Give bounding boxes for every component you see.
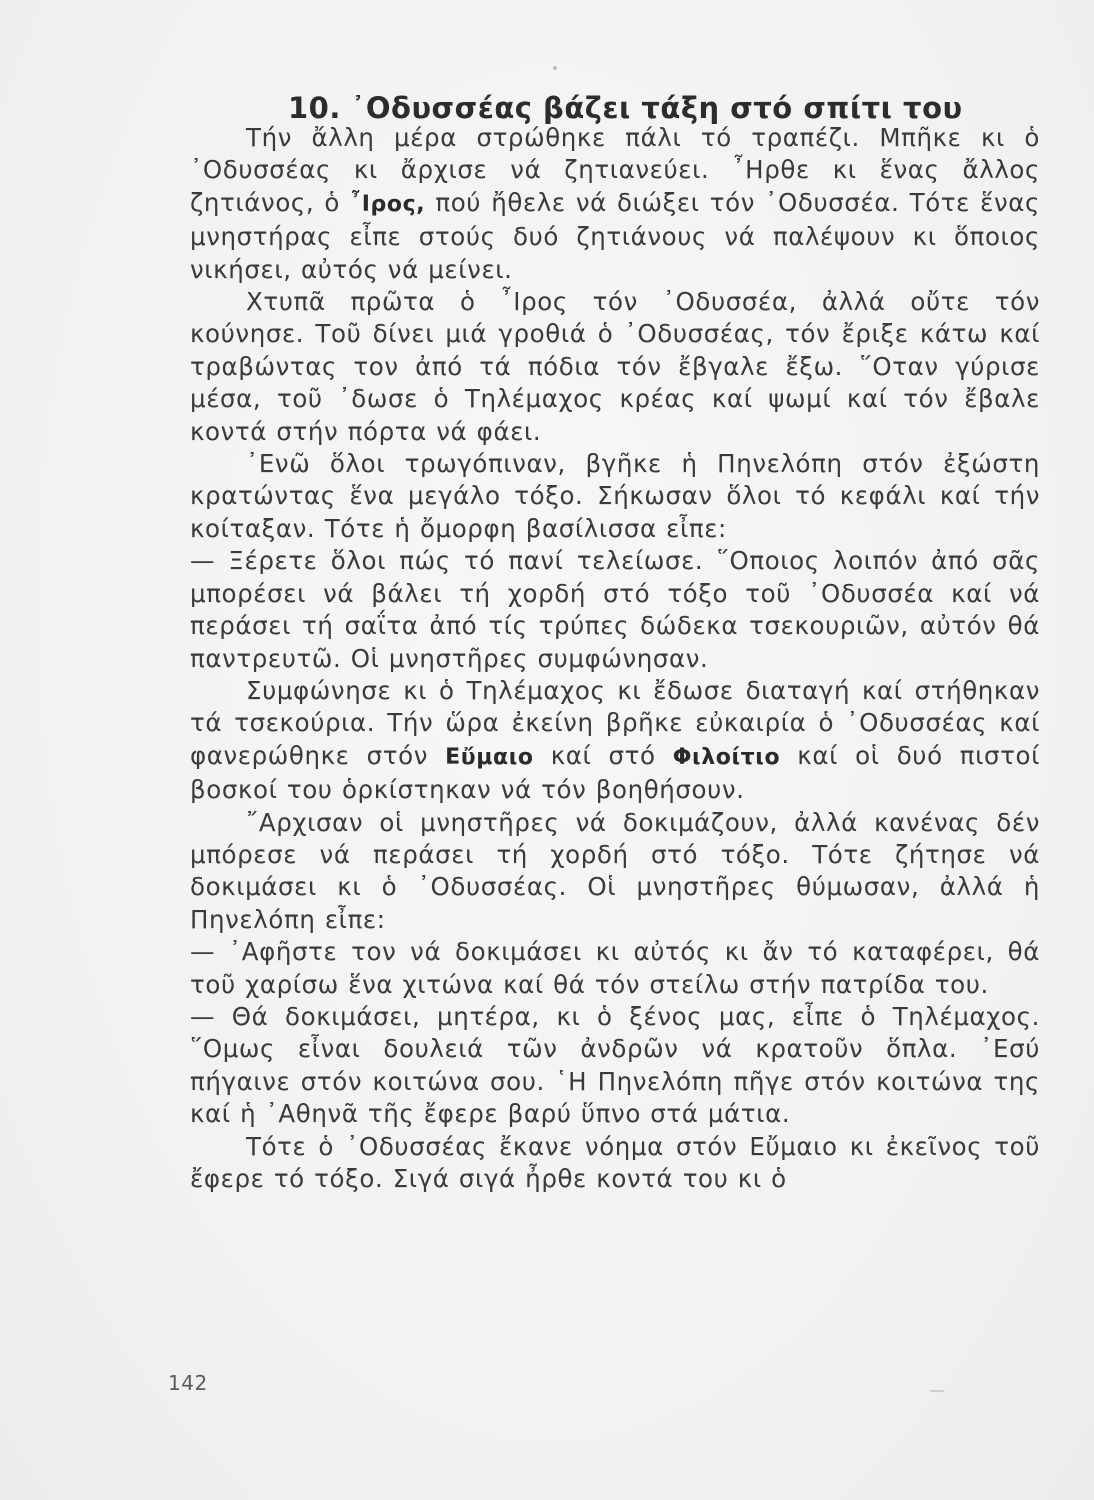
- paragraph: [190, 286, 1040, 448]
- paragraph: [190, 448, 1040, 545]
- bold-name: Φιλοίτιο: [672, 744, 781, 770]
- chapter-title-text: ᾿Οδυσσέας βάζει τάξη στό σπίτι του: [350, 91, 963, 126]
- text-segment: Τήν ἄλλη μέρα στρώθηκε πάλι τό τραπέζι. Μπῆκε κι ὁ ᾿Οδυσσέας κι ἄρχισε νά ζητιανεύει. ῏Ηρθε κι ἕνας ἄλλος ζητιάνος, ὁ: [190, 123, 1040, 217]
- text-segment: Τότε ὁ ᾿Οδυσσέας ἔκανε νόημα στόν Εὔμαιο κι ἐκεῖνος τοῦ ἔφερε τό τόξο. Σιγά σιγά ἦρθε κοντά του κι ὁ: [190, 1131, 1040, 1193]
- text-segment: — Θά δοκιμάσει, μητέρα, κι ὁ ξένος μας, εἶπε ὁ Τηλέμαχος. ῞Ομως εἶναι δουλειά τῶν ἀνδρῶν νά κρατοῦν ὅπλα. ᾿Εσύ πήγαινε στόν κοιτώνα σου. ῾Η Πηνελόπη πῆγε στόν κοιτώνα της καί ἡ ᾿Αθηνᾶ τῆς ἔφερε βαρύ ὕπνο στά μάτια.: [190, 1001, 1040, 1129]
- paragraph: [190, 807, 1040, 937]
- text-segment: — ᾿Αφῆστε τον νά δοκιμάσει κι αὐτός κι ἄν τό καταφέρει, θά τοῦ χαρίσω ἕνα χιτώνα καί θά τόν στείλω στήν πατρίδα του.: [190, 937, 1040, 999]
- paragraph: [190, 545, 1040, 675]
- text-segment: Συμφώνησε κι ὁ Τηλέμαχος κι ἔδωσε διαταγή καί στήθηκαν τά τσεκούρια. Τήν ὥρα ἐκείνη βρῆκε εὐκαιρία ὁ ᾿Οδυσσέας καί φανερώθηκε στόν: [190, 675, 1040, 770]
- paragraph: [190, 1131, 1040, 1196]
- paragraph: [190, 1001, 1040, 1131]
- bold-name: ῏Ιρος,: [350, 191, 426, 217]
- chapter-title: [288, 91, 963, 125]
- text-segment: πού ἤθελε νά διώξει τόν ᾿Οδυσσέα. Τότε ἕνας μνηστήρας εἶπε στούς δυό ζητιάνους νά παλέψουν κι ὅποιος νικήσει, αὐτός νά μείνει.: [190, 187, 1040, 284]
- text-segment: Χτυπᾶ πρῶτα ὁ ῏Ιρος τόν ᾿Οδυσσέα, ἀλλά οὔτε τόν κούνησε. Τοῦ δίνει μιά γροθιά ὁ ᾿Οδυσσέας, τόν ἔριξε κάτω καί τραβώντας τον ἀπό τά πόδια τόν ἔβγαλε ἔξω. ῞Οταν γύρισε μέσα, τοῦ ᾿δωσε ὁ Τηλέμαχος κρέας καί ψωμί καί τόν ἔβαλε κοντά στήν πόρτα νά φάει.: [190, 287, 1040, 446]
- print-speck: [930, 1390, 944, 1392]
- text-segment: ᾿Ενῶ ὅλοι τρωγόπιναν, βγῆκε ἡ Πηνελόπη στόν ἐξώστη κρατώντας ἕνα μεγάλο τόξο. Σήκωσαν ὅλοι τό κεφάλι καί τήν κοίταξαν. Τότε ἡ ὄμορφη βασίλισσα εἶπε:: [190, 449, 1040, 543]
- text-segment: καί οἱ δυό πιστοί βοσκοί του ὁρκίστηκαν νά τόν βοηθήσουν.: [190, 740, 1040, 805]
- chapter-body: [190, 122, 1040, 1195]
- text-segment: ῎Αρχισαν οἱ μνηστῆρες νά δοκιμάζουν, ἀλλά κανένας δέν μπόρεσε νά περάσει τή χορδή στό τόξο. Τότε ζήτησε νά δοκιμάσει κι ὁ ᾿Οδυσσέας. Οἱ μνηστῆρες θύμωσαν, ἀλλά ἡ Πηνελόπη εἶπε:: [190, 807, 1040, 934]
- print-speck: [553, 66, 557, 70]
- paragraph: [190, 122, 1040, 286]
- text-segment: — Ξέρετε ὅλοι πώς τό πανί τελείωσε. ῞Οποιος λοιπόν ἀπό σᾶς μπορέσει νά βάλει τή χορδή στό τόξο τοῦ ᾿Οδυσσέα καί νά περάσει τή σαΐτα ἀπό τίς τρύπες δώδεκα τσεκουριῶν, αὐτόν θά παντρευτῶ. Οἱ μνηστῆρες συμφώνησαν.: [190, 546, 1040, 673]
- chapter-number: 10.: [288, 91, 341, 126]
- page-number: 142: [168, 1371, 208, 1395]
- paragraph: [190, 936, 1040, 1001]
- bold-name: Εὔμαιο: [445, 744, 534, 770]
- text-segment: καί στό: [533, 740, 673, 770]
- paragraph: [190, 675, 1040, 807]
